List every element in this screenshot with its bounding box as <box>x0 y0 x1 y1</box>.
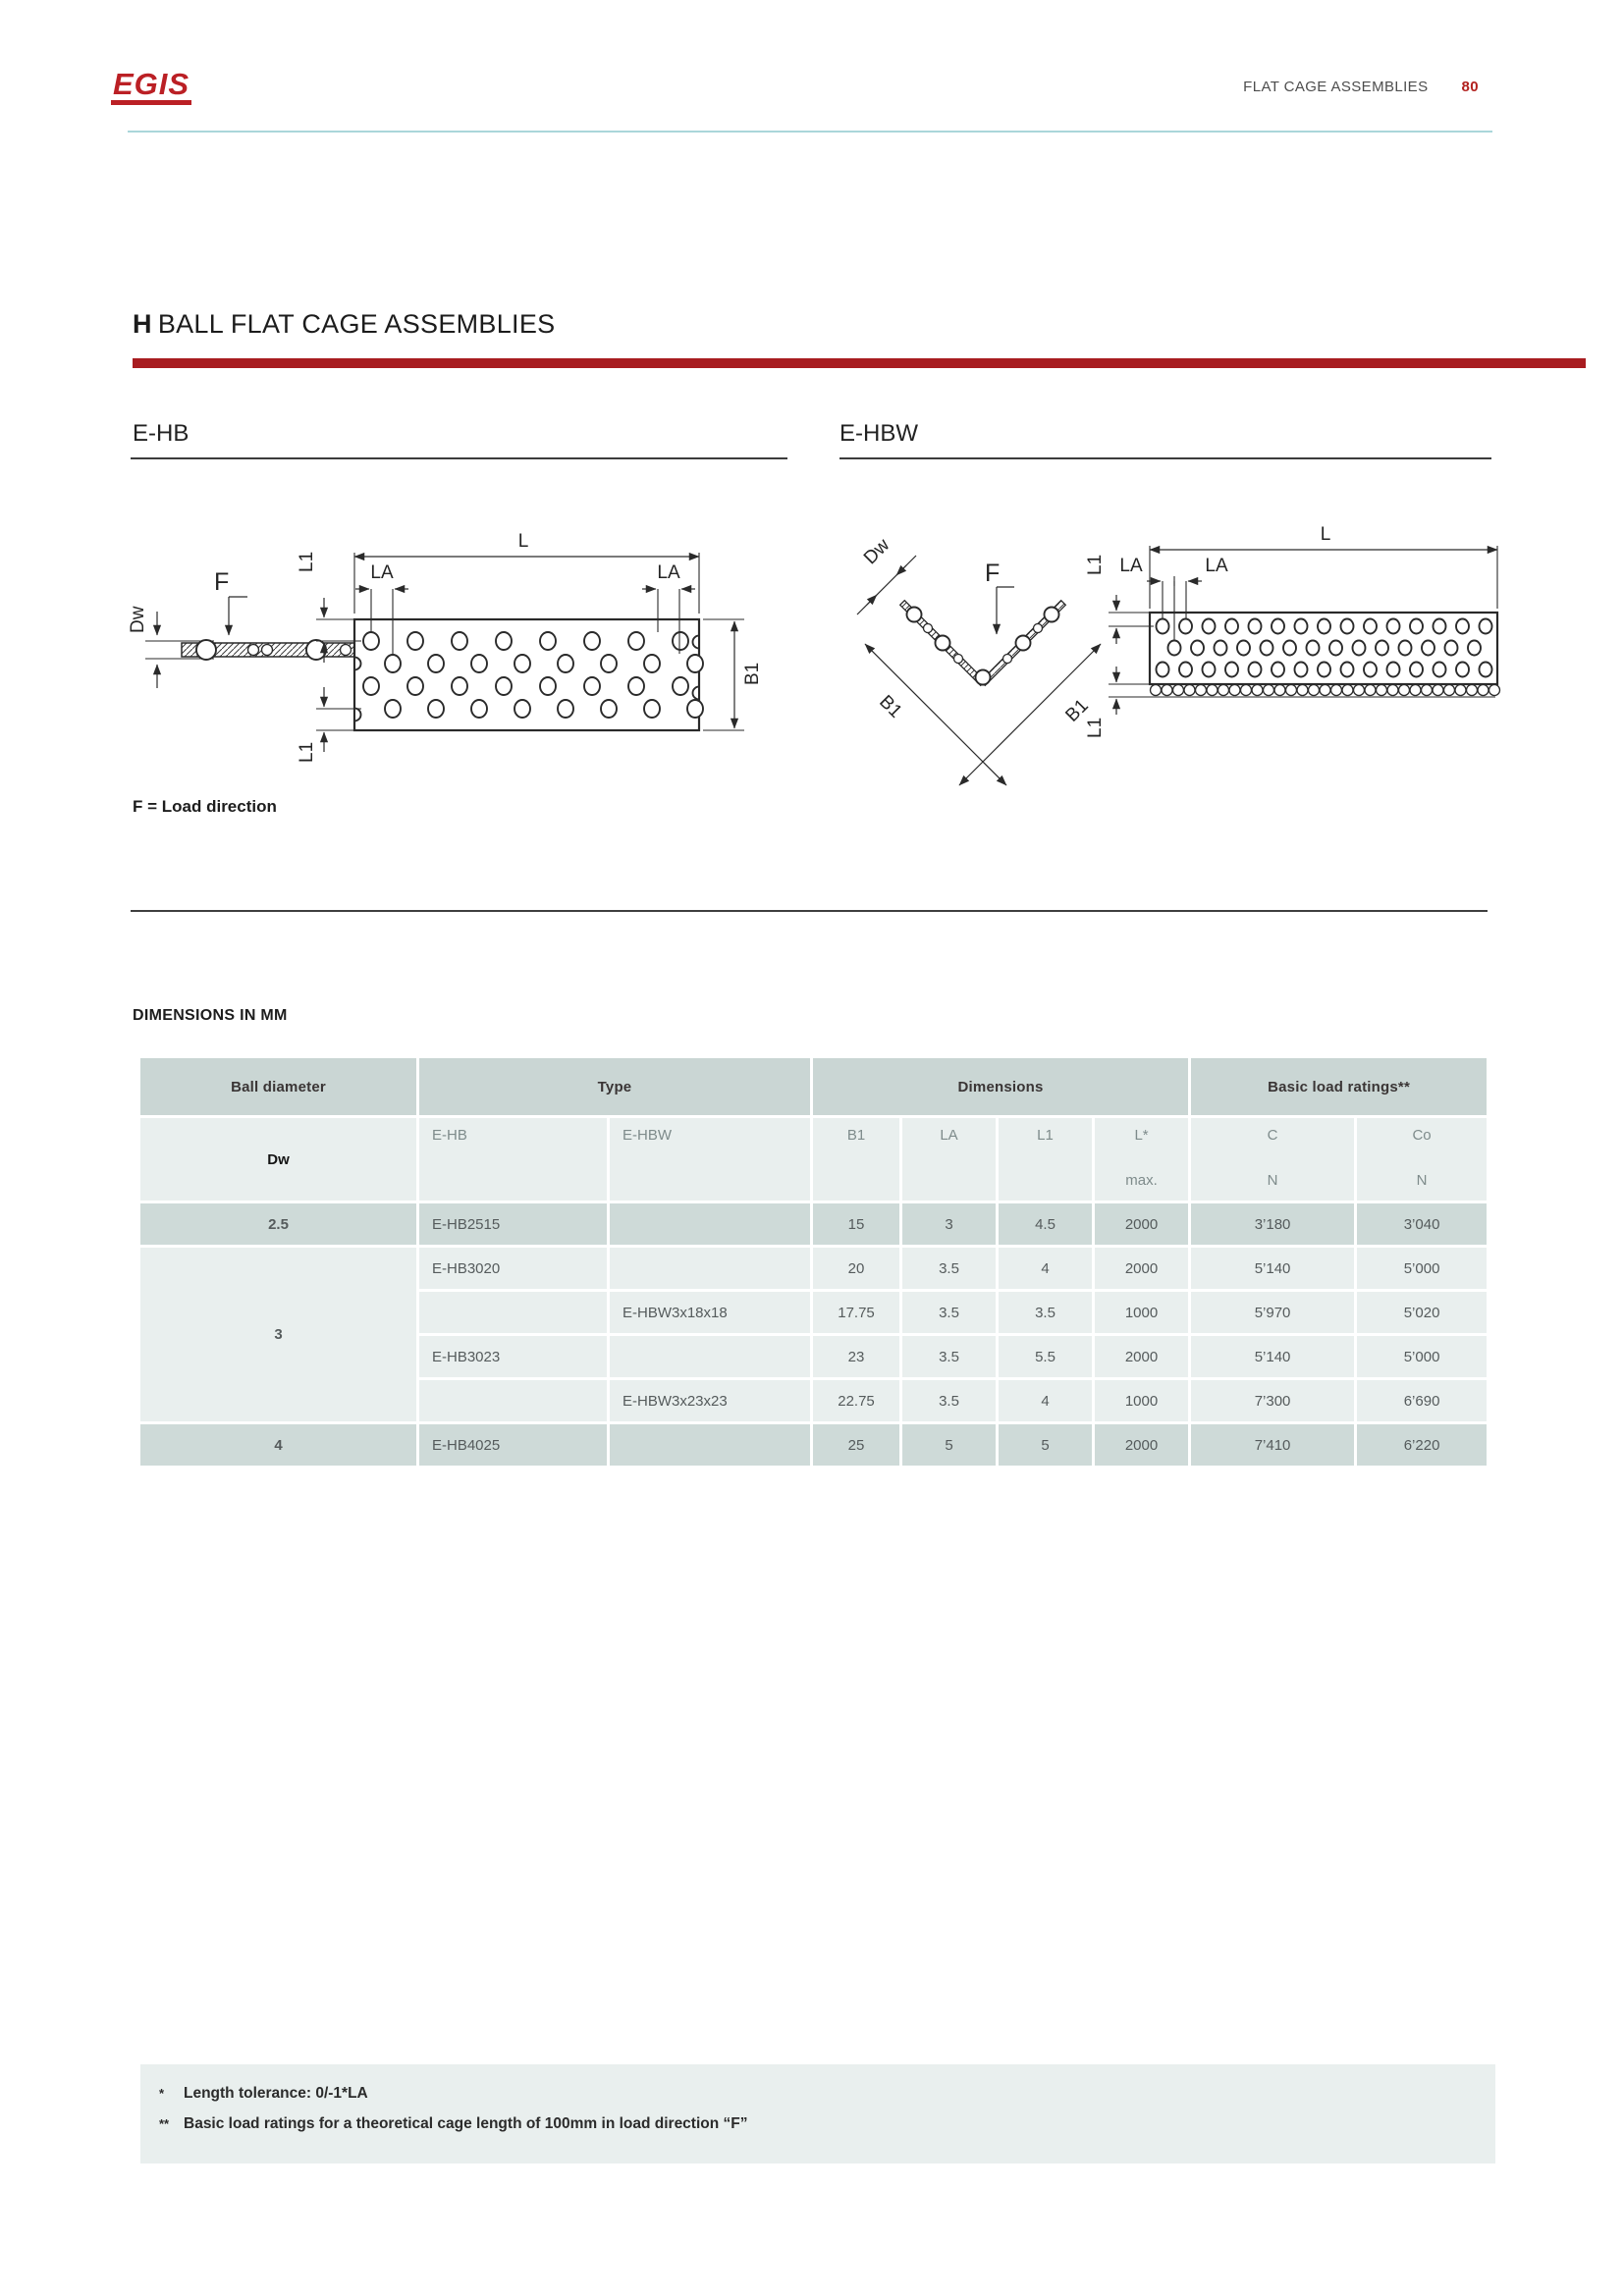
cell-lmax: 1000 <box>1095 1380 1188 1421</box>
dimensions-note: DIMENSIONS IN MM <box>133 1007 288 1024</box>
drawing-label-la-left: LA <box>370 562 394 583</box>
cell-l1: 3.5 <box>999 1292 1092 1333</box>
section-title-ehbw: E-HBW <box>839 420 918 447</box>
cell-l1: 4 <box>999 1380 1092 1421</box>
subheader-ehbw: E-HBW <box>610 1118 810 1201</box>
subheader-co-unit: N <box>1416 1172 1428 1189</box>
drawing-label-l1-bottom: L1 <box>297 741 317 763</box>
cell-lmax: 2000 <box>1095 1203 1188 1245</box>
cell-ehbw: E-HBW3x18x18 <box>610 1292 810 1333</box>
cell-b1: 20 <box>813 1248 899 1289</box>
cell-b1: 23 <box>813 1336 899 1377</box>
cell-la: 3.5 <box>902 1380 996 1421</box>
section-underline-ehbw <box>839 457 1491 459</box>
title-text: BALL FLAT CAGE ASSEMBLIES <box>157 309 556 339</box>
footnotes-box <box>140 2064 1495 2163</box>
cell-la: 3.5 <box>902 1292 996 1333</box>
cell-b1: 25 <box>813 1424 899 1466</box>
drawing-label-la-right: LA <box>1205 556 1228 576</box>
subheader-la: LA <box>902 1118 996 1201</box>
cell-ehb: E-HB3023 <box>419 1336 607 1377</box>
drawing-label-l: L <box>517 531 529 552</box>
header-rule <box>128 131 1492 133</box>
subheader-co <box>1357 1118 1487 1201</box>
subheader-dw: Dw <box>140 1118 416 1201</box>
cell-l1: 4.5 <box>999 1203 1092 1245</box>
cell-dw: 3 <box>140 1248 416 1421</box>
cell-dw: 2.5 <box>140 1203 416 1245</box>
section-underline-ehb <box>131 457 787 459</box>
table-group-header-row <box>140 1058 1487 1115</box>
header-section-title: FLAT CAGE ASSEMBLIES <box>1243 79 1429 95</box>
ehb-technical-drawing <box>98 496 766 790</box>
drawing-label-l1-top: L1 <box>297 551 317 572</box>
drawing-label-dw: Dw <box>128 606 148 633</box>
subheader-lmax <box>1095 1118 1188 1201</box>
drawing-label-b1-right: B1 <box>1061 695 1093 726</box>
cell-b1: 15 <box>813 1203 899 1245</box>
footnote-marker: * <box>159 2086 165 2101</box>
page-number: 80 <box>1461 79 1479 95</box>
cell-lmax: 1000 <box>1095 1292 1188 1333</box>
load-direction-legend: F = Load direction <box>133 797 277 816</box>
cell-c: 5’140 <box>1191 1336 1354 1377</box>
cell-ehbw <box>610 1424 810 1466</box>
subheader-max: max. <box>1125 1172 1158 1189</box>
cell-co: 5’000 <box>1357 1336 1487 1377</box>
cell-ehb: E-HB3020 <box>419 1248 607 1289</box>
cell-ehb <box>419 1292 607 1333</box>
cell-b1: 22.75 <box>813 1380 899 1421</box>
cell-c: 3’180 <box>1191 1203 1354 1245</box>
cell-b1: 17.75 <box>813 1292 899 1333</box>
cell-ehbw <box>610 1248 810 1289</box>
subheader-lstar: L* <box>1134 1127 1149 1144</box>
page-header <box>0 79 1479 95</box>
drawing-label-f: F <box>214 568 230 596</box>
cell-lmax: 2000 <box>1095 1336 1188 1377</box>
footnote-length-tolerance <box>140 2085 1495 2103</box>
footnote-load-ratings <box>140 2115 1495 2133</box>
subheader-b1: B1 <box>813 1118 899 1201</box>
egis-logo: EGIS <box>111 69 191 105</box>
cell-co: 6’690 <box>1357 1380 1487 1421</box>
cell-c: 5’970 <box>1191 1292 1354 1333</box>
drawing-label-l: L <box>1320 524 1331 545</box>
cell-l1: 4 <box>999 1248 1092 1289</box>
subheader-ehb: E-HB <box>419 1118 607 1201</box>
footnote-text: Basic load ratings for a theoretical cage length of 100mm in load direction “F” <box>184 2115 748 2132</box>
cell-ehb <box>419 1380 607 1421</box>
section-title-ehb: E-HB <box>133 420 189 447</box>
cell-ehb: E-HB4025 <box>419 1424 607 1466</box>
cell-c: 7’410 <box>1191 1424 1354 1466</box>
footnote-text: Length tolerance: 0/-1*LA <box>184 2085 368 2102</box>
subheader-c-label: C <box>1267 1127 1278 1144</box>
cell-la: 3 <box>902 1203 996 1245</box>
subheader-co-label: Co <box>1412 1127 1432 1144</box>
drawing-label-la-left: LA <box>1119 556 1143 576</box>
cell-lmax: 2000 <box>1095 1424 1188 1466</box>
cell-l1: 5 <box>999 1424 1092 1466</box>
cell-l1: 5.5 <box>999 1336 1092 1377</box>
cell-ehbw: E-HBW3x23x23 <box>610 1380 810 1421</box>
drawing-label-l1-bottom: L1 <box>1085 717 1106 738</box>
title-prefix: H <box>133 309 152 339</box>
drawing-label-dw: Dw <box>859 534 894 569</box>
cell-co: 6’220 <box>1357 1424 1487 1466</box>
cell-ehb: E-HB2515 <box>419 1203 607 1245</box>
cell-co: 5’000 <box>1357 1248 1487 1289</box>
table-subheader-row <box>140 1118 1487 1201</box>
cell-co: 3’040 <box>1357 1203 1487 1245</box>
section-divider <box>131 910 1488 912</box>
table-row <box>140 1203 1487 1245</box>
cell-ehbw <box>610 1336 810 1377</box>
group-dimensions: Dimensions <box>813 1058 1188 1115</box>
cell-c: 7’300 <box>1191 1380 1354 1421</box>
ehbw-ball-row <box>1151 685 1500 698</box>
table-row <box>140 1248 1487 1289</box>
cell-la: 3.5 <box>902 1336 996 1377</box>
cell-lmax: 2000 <box>1095 1248 1188 1289</box>
drawing-label-b1-left: B1 <box>875 691 906 722</box>
title-accent-bar <box>133 358 1586 368</box>
subheader-c-unit: N <box>1267 1172 1278 1189</box>
table-row <box>140 1424 1487 1466</box>
subheader-c <box>1191 1118 1354 1201</box>
cell-co: 5’020 <box>1357 1292 1487 1333</box>
cell-la: 5 <box>902 1424 996 1466</box>
page-title <box>133 309 555 340</box>
drawing-label-f: F <box>985 560 1001 587</box>
cell-ehbw <box>610 1203 810 1245</box>
drawing-label-b1: B1 <box>742 662 763 685</box>
group-type: Type <box>419 1058 810 1115</box>
cell-la: 3.5 <box>902 1248 996 1289</box>
drawing-label-la-right: LA <box>657 562 680 583</box>
group-ball-diameter: Ball diameter <box>140 1058 416 1115</box>
spec-table <box>137 1055 1489 1468</box>
group-ratings: Basic load ratings** <box>1191 1058 1487 1115</box>
drawing-label-l1-top: L1 <box>1085 554 1106 575</box>
subheader-l1: L1 <box>999 1118 1092 1201</box>
ehbw-v-section <box>900 601 1066 686</box>
ehbw-technical-drawing <box>830 491 1556 795</box>
cell-dw: 4 <box>140 1424 416 1466</box>
footnote-marker: ** <box>159 2116 170 2131</box>
cell-c: 5’140 <box>1191 1248 1354 1289</box>
